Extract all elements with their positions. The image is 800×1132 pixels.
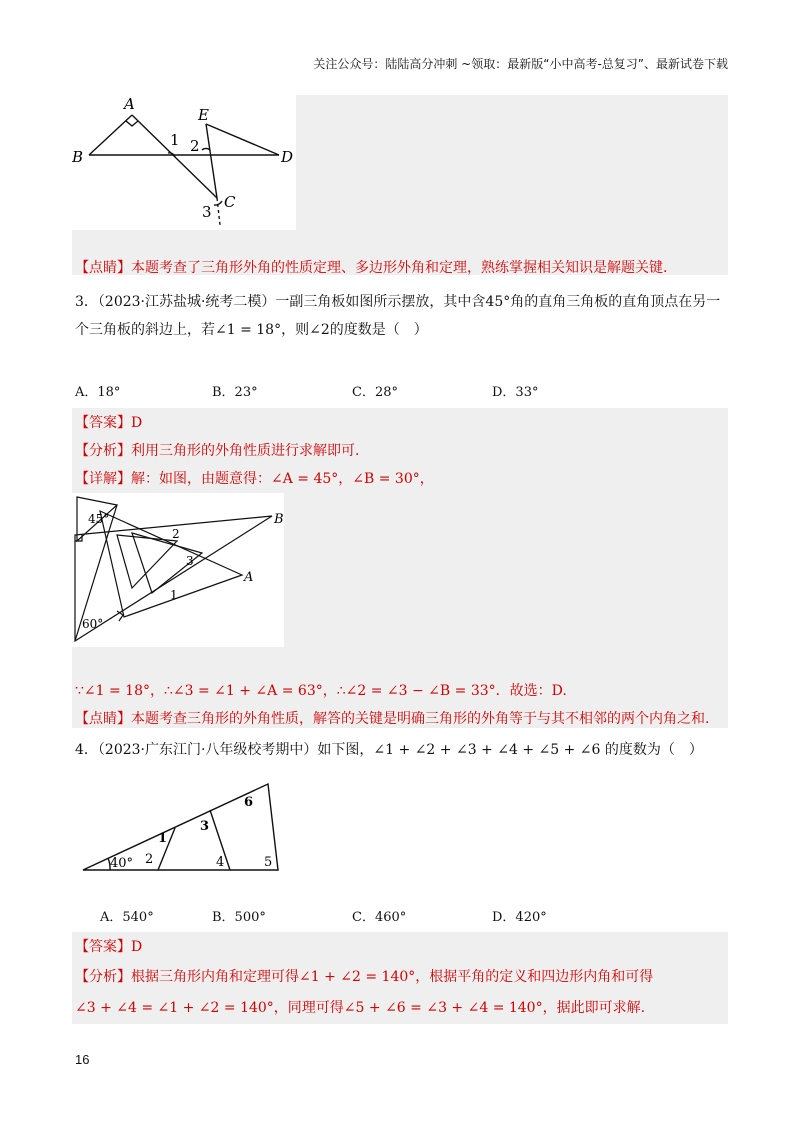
q4-fig-angle-3: 3 — [200, 819, 210, 834]
q4-fig-angle-5: 5 — [264, 855, 273, 870]
q4-option-b: B．500° — [212, 910, 266, 925]
answer-tag: 【答案】 — [75, 415, 131, 431]
q4-analysis-line-1 — [75, 966, 653, 986]
q3-detail-line — [75, 468, 434, 488]
q3-fig-angle-3: 3 — [186, 554, 194, 568]
q4-analysis-text-1: 根据三角形内角和定理可得∠1 + ∠2 = 140°，根据平角的定义和四边形内角和可得 — [131, 969, 654, 985]
q4-option-c: C．460° — [352, 910, 407, 925]
point-line-1 — [75, 257, 667, 277]
fig1-label-a: A — [124, 95, 135, 113]
q3-point-tag: 【点睛】 — [75, 711, 131, 727]
q4-answer-line — [75, 936, 142, 956]
q3-analysis-line — [75, 440, 359, 460]
q3-option-a: A．18° — [75, 385, 121, 400]
point-tag: 【点睛】 — [75, 260, 131, 276]
q4-fig-angle-1: 1 — [158, 831, 168, 846]
fig1-angle-1: 1 — [170, 131, 180, 149]
fig1-label-c: C — [224, 193, 236, 211]
q3-fig-label-a: A — [244, 570, 254, 585]
q3-stem-line-2: 个三角板的斜边上，若∠1 = 18°，则∠2的度数是（ ） — [75, 322, 428, 338]
fig1-label-d: D — [281, 148, 294, 166]
q4-answer-tag: 【答案】 — [75, 939, 131, 955]
detail-tag: 【详解】 — [75, 471, 131, 487]
q4-fig-angle-2: 2 — [145, 852, 154, 867]
figure-1 — [72, 95, 296, 230]
page-header: 关注公众号：陆陆高分冲刺 ~领取：最新版“小中高考-总复习”、最新试卷下载 — [313, 57, 728, 71]
point-text: 本题考查了三角形外角的性质定理、多边形外角和定理，熟练掌握相关知识是解题关键. — [131, 260, 668, 276]
detail-text: 解：如图，由题意得：∠A = 45°，∠B = 30°， — [131, 471, 434, 487]
q3-fig-angle-2: 2 — [172, 527, 180, 541]
figure-q4 — [80, 778, 290, 878]
q4-fig-angle-4: 4 — [216, 855, 225, 870]
figure-q3 — [72, 493, 284, 647]
fig1-angle-3: 3 — [202, 203, 212, 221]
q3-solution-line: ∵∠1 = 18°，∴∠3 = ∠1 + ∠A = 63°，∴∠2 = ∠3 − ∠B = 33°．故选：D. — [75, 683, 567, 699]
q3-fig-label-b: B — [274, 512, 284, 527]
fig1-label-b: B — [72, 148, 84, 166]
q3-answer-line — [75, 412, 142, 432]
answer-value: D — [131, 415, 143, 431]
q3-point-line — [75, 708, 709, 728]
q4-fig-40deg: 40° — [110, 856, 134, 871]
fig1-label-e: E — [198, 106, 209, 124]
q3-option-d: D．33° — [492, 385, 539, 400]
q3-fig-60deg: 60° — [82, 617, 104, 631]
q3-stem-line-1: 3．（2023·江苏盐城·统考二模）一副三角板如图所示摆放，其中含45°角的直角三角板的直角顶点在另一 — [75, 294, 721, 310]
q3-point-text: 本题考查三角形的外角性质，解答的关键是明确三角形的外角等于与其不相邻的两个内角之和. — [131, 711, 710, 727]
analysis-tag: 【分析】 — [75, 443, 131, 459]
q4-option-d: D．420° — [492, 910, 547, 925]
q4-answer-value: D — [131, 939, 143, 955]
q4-option-a: A．540° — [100, 910, 154, 925]
q3-fig-45deg: 45° — [88, 512, 110, 526]
q3-fig-angle-1: 1 — [170, 588, 178, 602]
q4-analysis-tag: 【分析】 — [75, 969, 131, 985]
q4-analysis-line-2: ∠3 + ∠4 = ∠1 + ∠2 = 140°，同理可得∠5 + ∠6 = ∠3 + ∠4 = 140°，据此即可求解. — [75, 1000, 646, 1016]
q4-fig-angle-6: 6 — [244, 795, 254, 810]
q3-option-c: C．28° — [352, 385, 398, 400]
analysis-text: 利用三角形的外角性质进行求解即可. — [131, 443, 360, 459]
page-number: 16 — [75, 1052, 90, 1067]
q3-option-b: B．23° — [212, 385, 258, 400]
q4-stem-line: 4．（2023·广东江门·八年级校考期中）如下图，∠1 + ∠2 + ∠3 + ∠4 + ∠5 + ∠6 的度数为（ ） — [75, 742, 703, 758]
fig1-angle-2: 2 — [190, 137, 200, 155]
